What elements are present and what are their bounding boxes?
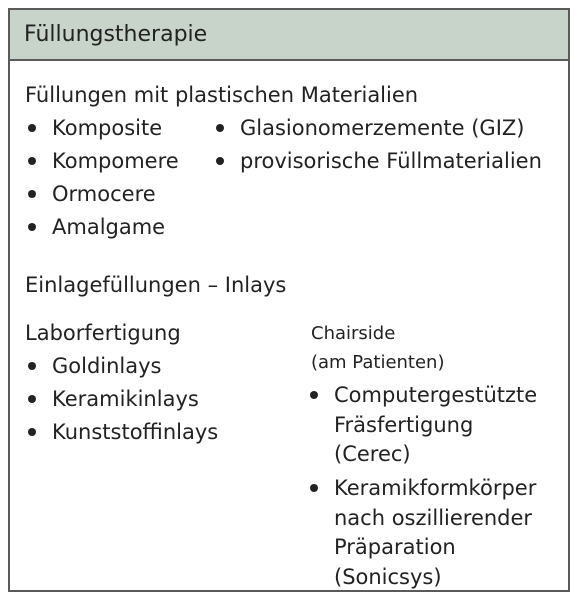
box-content: Füllungen mit plastischen Materialien Komposite Kompomere Ormocere Amalgame Glasionomerzemente (GIZ) provisorische Füllmaterialien Einlagefüllungen – Inlays Laborfertigung Goldinlays Keramikinlays Kunststoffinlays Chairside (am Patienten) Computergestützte Fräsfertigung (Cerec) Keramikformkörper nach oszillierender Präparation (Sonicsys): [10, 61, 568, 590]
list-item-text: Keramikformkörper nach oszillierender Präparation (Sonicsys): [334, 476, 537, 589]
box-title: Füllungstherapie: [10, 10, 568, 61]
bullet-icon: [310, 391, 318, 399]
bullet-icon: [216, 157, 224, 165]
list-item-text: Computergestützte Fräsfertigung (Cerec): [334, 383, 538, 467]
bullet-icon: [28, 395, 36, 403]
bullet-icon: [28, 428, 36, 436]
bullet-icon: [310, 484, 318, 492]
bullet-icon: [28, 223, 36, 231]
bullet-icon: [28, 124, 36, 132]
chairside-heading: Chairside: [311, 323, 396, 344]
inlays-heading: Einlagefüllungen – Inlays: [25, 273, 287, 297]
bullet-icon: [28, 157, 36, 165]
therapy-box: [8, 8, 570, 592]
lab-heading: Laborfertigung: [25, 321, 181, 345]
chairside-subheading: (am Patienten): [311, 352, 445, 373]
bullet-icon: [216, 124, 224, 132]
bullet-icon: [28, 190, 36, 198]
bullet-icon: [28, 362, 36, 370]
plastic-heading: Füllungen mit plastischen Materialien: [25, 83, 419, 107]
